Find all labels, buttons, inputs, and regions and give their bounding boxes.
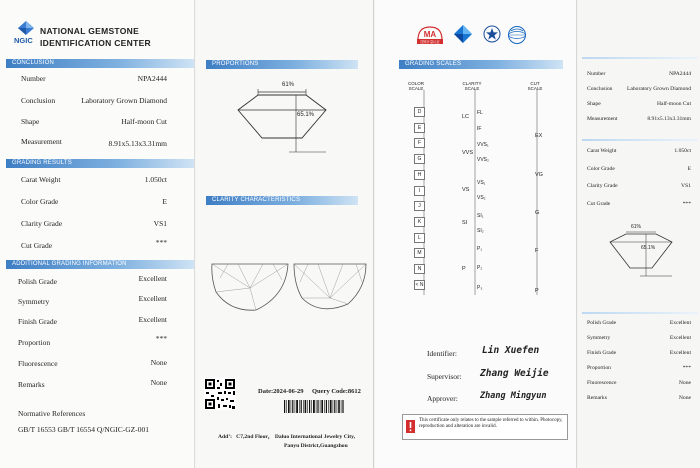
cma-mark-icon xyxy=(416,24,444,46)
color-scale-item: E xyxy=(414,123,425,133)
clarity-scale-item: P₃ xyxy=(477,285,483,291)
summary-row-value: Excellent xyxy=(669,350,691,356)
cut-grade-value: *** xyxy=(155,238,167,247)
shape-value: Half-moon Cut xyxy=(121,117,167,126)
proportions-header: PROPORTIONS xyxy=(206,60,358,69)
references-text: GB/T 16553 GB/T 16554 Q/NGIC-GZ-001 xyxy=(18,425,149,434)
disclaimer-text: This certificate only relates to the sample referred to within. Photocopy, reproduction and alteration are invalid. xyxy=(419,418,563,429)
address-line1: Add’: C7,2nd Floor， Daluo International Jewelry City, xyxy=(218,434,356,440)
clarity-scale-item: IF xyxy=(477,126,482,132)
summary-row-value: None xyxy=(678,380,691,386)
proportion-diagram xyxy=(226,80,336,160)
summary-row-value: 8.91x5.13x3.31mm xyxy=(647,116,691,122)
clarity-plot-diagram xyxy=(208,258,368,318)
clarity-group-label: LC xyxy=(462,114,470,120)
cut-grade-label: Cut Grade xyxy=(21,241,53,250)
cma-text: MA xyxy=(423,30,437,39)
barcode xyxy=(284,400,344,413)
conclusion-value: Laboratory Grown Diamond xyxy=(81,96,167,105)
color-scale-item: F xyxy=(414,138,425,148)
summary-row-value: *** xyxy=(682,201,691,207)
summary-row-label: Cut Grade xyxy=(587,201,611,207)
summary-row-value: NPA2444 xyxy=(669,71,691,77)
clarity-group-label: VS xyxy=(462,187,470,193)
proportion-value: *** xyxy=(155,334,167,343)
summary-row-label: Number xyxy=(587,71,606,77)
clarity-scale-item: P₂ xyxy=(477,265,483,271)
color-scale-item: < N xyxy=(415,281,424,288)
clarity-scale-item: SI₁ xyxy=(477,213,484,219)
clarity-scale-item: VS₁ xyxy=(477,180,486,186)
scale-lines xyxy=(375,90,577,305)
identifier-label: Identifier: xyxy=(427,349,457,358)
references-title: Normative References xyxy=(18,409,86,418)
summary-row-label: Shape xyxy=(587,101,601,107)
summary-row-label: Finish Grade xyxy=(587,350,617,356)
summary-depth-percent: 65.1% xyxy=(641,245,656,251)
summary-row-value: None xyxy=(678,395,691,401)
summary-row-label: Symmetry xyxy=(587,335,611,341)
grading-scales-panel xyxy=(375,0,577,468)
depth-percent: 65.1% xyxy=(297,112,315,118)
cut-scale-item: EX xyxy=(535,133,543,139)
finish-label: Finish Grade xyxy=(18,317,57,326)
warning-icon xyxy=(406,420,415,433)
clarity-scale-item: VS₂ xyxy=(477,195,486,201)
finish-value: Excellent xyxy=(138,315,167,324)
color-scale-item: I xyxy=(414,186,425,196)
summary-row-label: Conclusion xyxy=(587,86,613,92)
clarity-scale-item: P₁ xyxy=(477,246,483,252)
cut-scale-item: F xyxy=(535,248,539,254)
summary-row-label: Proportion xyxy=(587,365,611,371)
org-name-line1: NATIONAL GEMSTONE xyxy=(40,26,140,36)
color-scale-item: D xyxy=(414,107,425,117)
disclaimer-box xyxy=(402,414,568,440)
clarity-group-label: VVS xyxy=(462,150,474,156)
summary-row-value: Half-moon Cut xyxy=(656,101,691,107)
grading-scales-header: GRADING SCALES xyxy=(399,60,563,69)
cma-subtext: 国家计量认证 xyxy=(420,40,440,45)
number-label: Number xyxy=(21,74,46,83)
symmetry-label: Symmetry xyxy=(18,297,50,306)
shape-label: Shape xyxy=(21,117,40,126)
measurement-label: Measurement xyxy=(21,137,62,146)
color-scale-item: L xyxy=(414,233,425,243)
color-grade-value: E xyxy=(162,197,167,206)
color-scale-item: K xyxy=(414,217,425,227)
summary-row-value: Laboratory Grown Diamond xyxy=(626,86,691,92)
color-scale-item: N xyxy=(414,264,425,274)
approver-signature: Zhang Mingyun xyxy=(480,391,547,401)
ngic-logo-icon xyxy=(18,21,34,35)
summary-proportion-diagram xyxy=(596,224,686,284)
summary-accent-3 xyxy=(582,312,698,314)
color-grade-label: Color Grade xyxy=(21,197,59,206)
clarity-scale-item: FL xyxy=(477,110,483,116)
summary-panel xyxy=(578,0,700,468)
logo-text: NGIC xyxy=(14,36,33,45)
color-scale-item: G xyxy=(414,154,425,164)
table-percent: 61% xyxy=(282,82,295,88)
summary-row-label: Carat Weight xyxy=(587,148,617,154)
additional-info-header: ADDITIONAL GRADING INFORMATION xyxy=(6,260,194,269)
clarity-group-label: P xyxy=(462,266,466,272)
polish-value: Excellent xyxy=(138,274,167,283)
summary-row-value: Excellent xyxy=(669,320,691,326)
color-scale-item: J xyxy=(414,201,425,211)
remarks-value: None xyxy=(150,378,167,387)
star-mark-icon xyxy=(483,25,501,43)
remarks-label: Remarks xyxy=(18,380,45,389)
summary-row-label: Polish Grade xyxy=(587,320,617,326)
carat-value: 1.050ct xyxy=(144,175,167,184)
color-scale-header: COLOR SCALE xyxy=(407,81,424,91)
diamond-mark-icon xyxy=(453,24,473,44)
identifier-signature: Lin Xuefen xyxy=(482,345,540,356)
summary-row-label: Clarity Grade xyxy=(587,183,618,189)
clarity-characteristics-header: CLARITY CHARACTERISTICS xyxy=(206,196,358,205)
address-line2: Panyu District,Guangzhou xyxy=(284,443,348,449)
summary-accent-1 xyxy=(582,57,698,59)
proportion-label: Proportion xyxy=(18,338,51,347)
summary-row-label: Measurement xyxy=(587,116,618,122)
symmetry-value: Excellent xyxy=(138,294,167,303)
clarity-scale-item: VVS₁ xyxy=(477,142,489,148)
summary-row-value: 1.050ct xyxy=(674,148,691,154)
summary-row-label: Fluorescence xyxy=(587,380,617,386)
cut-scale-item: VG xyxy=(535,172,543,178)
summary-row-value: VS1 xyxy=(681,183,691,189)
summary-row-label: Remarks xyxy=(587,395,607,401)
query-code: Query Code:8612 xyxy=(312,388,361,395)
summary-row-value: Excellent xyxy=(669,335,691,341)
clarity-group-label: SI xyxy=(462,220,468,226)
color-scale-item: M xyxy=(414,248,425,258)
summary-row-value: *** xyxy=(682,365,691,371)
clarity-grade-value: VS1 xyxy=(153,219,167,228)
clarity-grade-label: Clarity Grade xyxy=(21,219,63,228)
number-value: NPA2444 xyxy=(137,74,167,83)
carat-label: Carat Weight xyxy=(21,175,61,184)
clarity-scale-item: VVS₂ xyxy=(477,157,489,163)
cut-scale-item: P xyxy=(535,288,539,294)
diagram-panel xyxy=(196,0,374,468)
globe-mark-icon xyxy=(507,25,527,45)
summary-table-percent: 61% xyxy=(631,224,642,230)
clarity-scale-header: CLARITY SCALE xyxy=(462,81,482,91)
fluorescence-label: Fluorescence xyxy=(18,359,58,368)
conclusion-label: Conclusion xyxy=(21,96,56,105)
conclusion-header: CONCLUSION xyxy=(6,59,194,68)
report-date: Date:2024-06-29 xyxy=(258,388,304,395)
summary-row-label: Color Grade xyxy=(587,166,615,172)
measurement-value: 8.91x5.13x3.31mm xyxy=(108,139,167,148)
cut-scale-item: G xyxy=(535,210,540,216)
cut-scale-header: CUT SCALE xyxy=(527,81,543,91)
main-report-panel xyxy=(0,0,195,468)
summary-row-value: E xyxy=(687,166,691,172)
fluorescence-value: None xyxy=(150,358,167,367)
grading-results-header: GRADING RESULTS xyxy=(6,159,194,168)
summary-accent-2 xyxy=(582,139,698,141)
color-scale-item: H xyxy=(414,170,425,180)
approver-label: Approver: xyxy=(427,394,458,403)
supervisor-label: Supervisor: xyxy=(427,372,462,381)
supervisor-signature: Zhang Weijie xyxy=(480,368,549,379)
polish-label: Polish Grade xyxy=(18,277,57,286)
org-name-line2: IDENTIFICATION CENTER xyxy=(40,38,151,48)
clarity-scale-item: SI₂ xyxy=(477,228,484,234)
qr-code-icon xyxy=(204,378,236,410)
